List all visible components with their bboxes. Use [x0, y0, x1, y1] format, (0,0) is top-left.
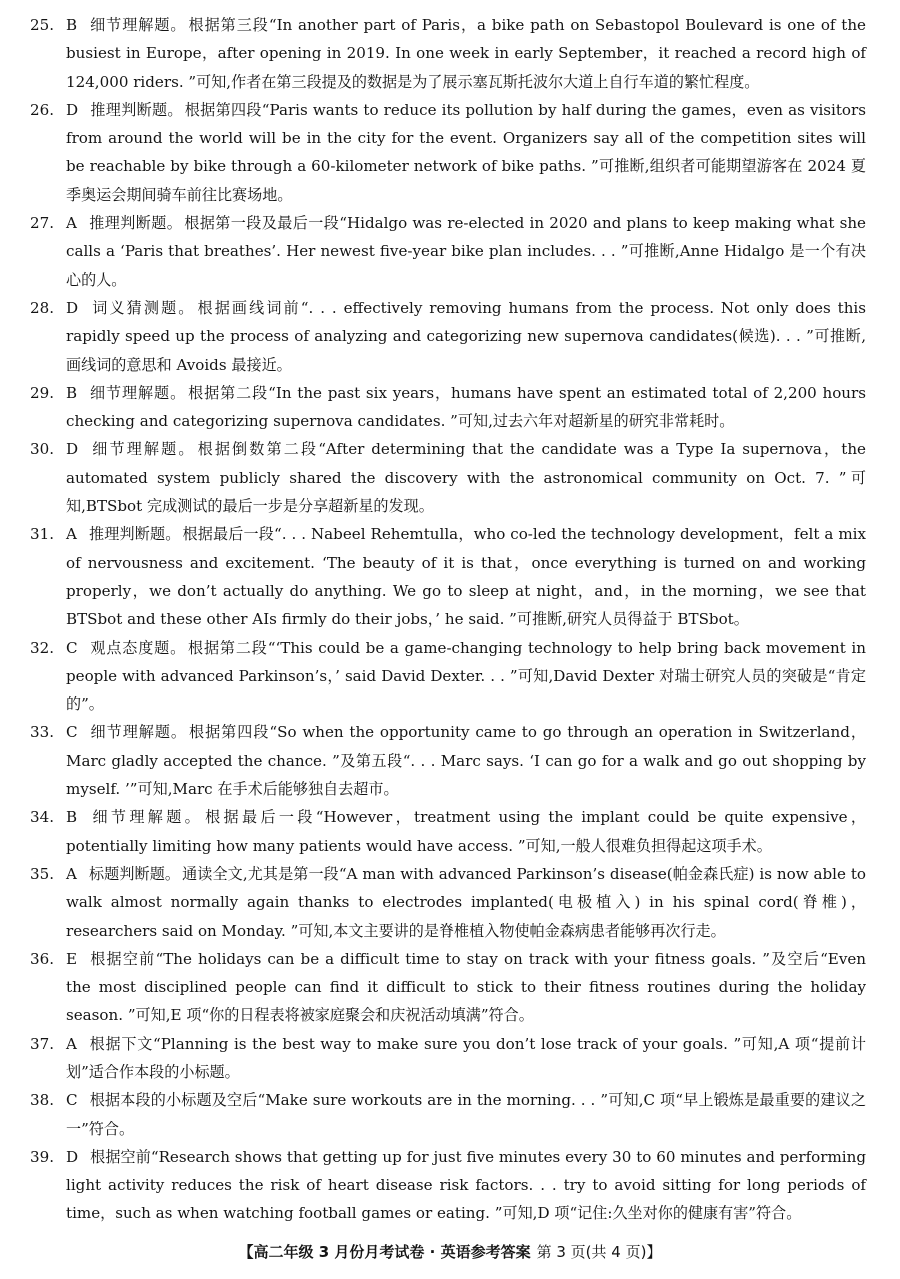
- answer-item: [30, 520, 866, 633]
- question-type: 推理判断题。: [88, 525, 181, 544]
- question-type: 细节理解题。: [89, 16, 187, 34]
- answer-item: [30, 11, 866, 96]
- question-type: 标题判断题。: [88, 864, 181, 883]
- question-number: 25.: [30, 16, 55, 34]
- answer-key: C: [66, 723, 78, 742]
- answer-key: A: [66, 214, 77, 233]
- answer-key: A: [66, 525, 77, 544]
- answer-item: [30, 634, 866, 719]
- question-type: 观点态度题。: [89, 638, 187, 657]
- answer-explanation: 根据第一段及最后一段“Hidalgo was re-elected in 2020 and plans to keep making what she calls a ‘Paris that breathes’. Her newest five-year bike plan includes. . . ”可推断,Anne Hidalgo 是一个有决心的人。: [66, 214, 866, 289]
- question-number: 38.: [30, 1091, 55, 1110]
- answer-item: [30, 294, 866, 379]
- answer-key: D: [66, 298, 79, 317]
- question-number: 36.: [30, 949, 55, 968]
- answer-explanation: 通读全文,尤其是第一段“A man with advanced Parkinson’s disease(帕金森氏症) is now able to walk almost normally again thanks to electrodes implanted(电极植入) in his spinal cord(脊椎)，researchers said on Monday. ”可知,本文主要讲的是脊椎植入物使帕金森病患者能够再次行走。: [66, 864, 866, 940]
- answer-item: [30, 945, 866, 1030]
- answer-key: D: [66, 440, 79, 459]
- answer-explanation: 根据第二段“‘This could be a game-changing technology to help bring back movement in people with advanced Parkinson’s，’ said David Dexter. . . ”可知,David Dexter 对瑞士研究人员的突破是“肯定的”。: [66, 638, 866, 714]
- answer-explanation: 根据倒数第二段“After determining that the candidate was a Type Ia supernova，the automated system publicly shared the discovery with the astronomical community on Oct. 7. ”可知,BTSbot 完成测试的最后一步是分享超新星的发现。: [66, 440, 866, 516]
- question-number: 27.: [30, 214, 55, 233]
- answer-key: B: [66, 808, 78, 827]
- answer-key: E: [66, 949, 78, 968]
- question-number: 39.: [30, 1147, 55, 1166]
- answer-key: D: [66, 100, 79, 119]
- answer-explanation: 根据第四段“Paris wants to reduce its pollution by half during the games，even as visitors from around the world will be in the city for the event. Organizers say all of the competition sites will be reachable by bike through a 60-kilometer network of bike paths. ”可推断,组织者可能期望游客在 2024 夏季奥运会期间骑车前往比赛场地。: [66, 100, 866, 204]
- answer-explanation: 根据第二段“In the past six years，humans have spent an estimated total of 2,200 hours checking and categorizing supernova candidates. ”可知,过去六年对超新星的研究非常耗时。: [66, 383, 866, 431]
- answer-explanation: 根据第四段“So when the opportunity came to go through an operation in Switzerland，Marc gladly accepted the chance. ”及第五段“. . . Marc says. ‘I can go for a walk and go out shopping by myself. ’”可知,Marc 在手术后能够独自去超市。: [66, 723, 866, 799]
- answer-explanation: 根据空前“The holidays can be a difficult time to stay on track with your fitness goals. ”及空后“Even the most disciplined people can find it difficult to stick to their fitness routines during the holiday season. ”可知,E 项“你的日程表将被家庭聚会和庆祝活动填满”符合。: [66, 949, 866, 1025]
- question-type: 推理判断题。: [90, 100, 183, 119]
- question-number: 30.: [30, 440, 55, 459]
- answer-explanation: 根据空前“Research shows that getting up for just five minutes every 30 to 60 minutes and performing light activity reduces the risk of heart disease risk factors. . . try to avoid sitting for long periods of time，such as when watching football games or eating. ”可知,D 项“记住:久坐对你的健康有害”符合。: [66, 1147, 866, 1223]
- page-number: 第 3 页(共 4 页)】: [536, 1243, 662, 1261]
- answer-key: A: [66, 864, 77, 883]
- answer-key: C: [66, 638, 78, 657]
- answer-list: [30, 11, 866, 1228]
- page-footer: [0, 1240, 900, 1264]
- question-type: 细节理解题。: [89, 723, 188, 742]
- answer-key: A: [66, 1034, 77, 1053]
- answer-key: B: [66, 383, 78, 402]
- answer-explanation: 根据最后一段“However，treatment using the implant could be quite expensive，potentially limiting how many patients would have access. ”可知,一般人很难负担得起这项手术。: [66, 808, 866, 855]
- answer-key: D: [66, 1147, 79, 1166]
- question-type: 细节理解题。: [89, 383, 187, 402]
- question-type: 词义猜测题。: [90, 298, 196, 317]
- question-number: 28.: [30, 298, 55, 317]
- answer-explanation: 根据最后一段“. . . Nabeel Rehemtulla，who co-led the technology development，felt a mix of nervousness and excitement. ‘The beauty of it is that，once everything is turned on and working properly，we don’t actually do anything. We go to sleep at night，and，in the morning，we see that BTSbot and these other AIs firmly do their jobs，’ he said. ”可推断,研究人员得益于 BTSbot。: [66, 525, 866, 629]
- question-type: 细节理解题。: [89, 808, 204, 827]
- question-number: 26.: [30, 100, 55, 119]
- answer-explanation: 根据画线词前“. . . effectively removing humans from the process. Not only does this rapidly speed up the process of analyzing and categorizing new supernova candidates(候选). . . ”可推断,画线词的意思和 Avoids 最接近。: [66, 298, 866, 374]
- question-type: 细节理解题。: [90, 440, 196, 459]
- question-number: 34.: [30, 808, 55, 827]
- question-number: 29.: [30, 383, 55, 402]
- answer-explanation: 根据本段的小标题及空后“Make sure workouts are in the morning. . . ”可知,C 项“早上锻炼是最重要的建议之一”符合。: [66, 1091, 866, 1138]
- answer-item: [30, 1143, 866, 1228]
- answer-key: C: [66, 1091, 78, 1110]
- question-number: 31.: [30, 525, 55, 544]
- answer-item: [30, 1030, 866, 1087]
- question-type: 推理判断题。: [88, 214, 183, 233]
- question-number: 33.: [30, 723, 55, 742]
- footer-title: 【高二年级 3 月份月考试卷 · 英语参考答案: [238, 1243, 531, 1261]
- answer-item: [30, 435, 866, 520]
- answer-explanation: 根据第三段“In another part of Paris，a bike path on Sebastopol Boulevard is one of the busiest in Europe，after opening in 2019. In one week in early September，it reached a record high of 124,000 riders. ”可知,作者在第三段提及的数据是为了展示塞瓦斯托波尔大道上自行车道的繁忙程度。: [66, 16, 866, 91]
- question-number: 37.: [30, 1034, 55, 1053]
- answer-item: [30, 1086, 866, 1143]
- answer-item: [30, 860, 866, 945]
- answer-explanation: 根据下文“Planning is the best way to make sure you don’t lose track of your goals. ”可知,A 项“提前计划”适合作本段的小标题。: [66, 1034, 866, 1081]
- answer-item: [30, 96, 866, 209]
- answer-key: B: [66, 16, 78, 34]
- answer-item: [30, 379, 866, 436]
- answer-item: [30, 803, 866, 860]
- answer-item: [30, 718, 866, 803]
- question-number: 32.: [30, 638, 55, 657]
- answer-item: [30, 209, 866, 294]
- question-number: 35.: [30, 864, 55, 883]
